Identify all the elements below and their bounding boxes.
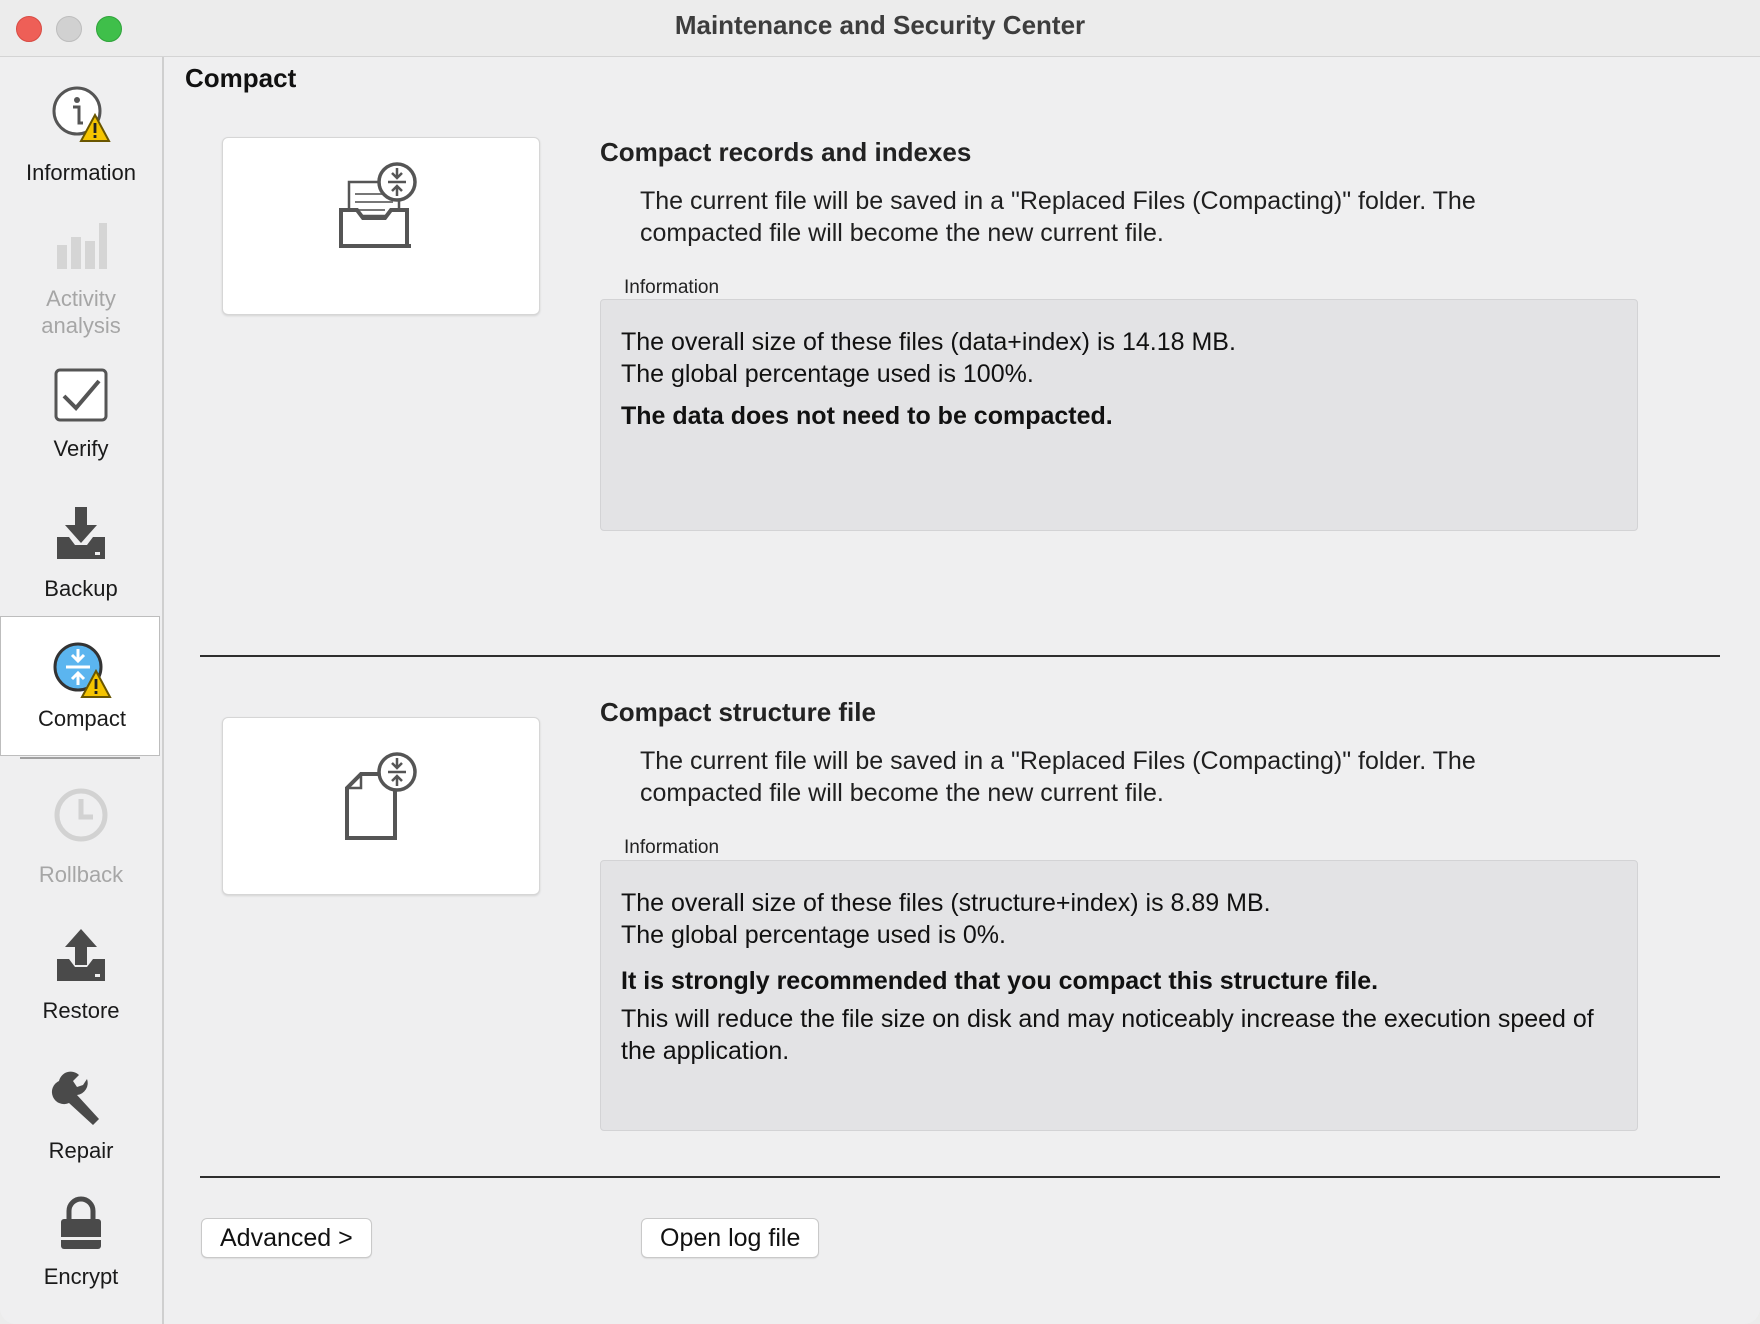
sidebar-item-repair[interactable] <box>0 1057 162 1197</box>
compact-records-icon <box>333 160 429 270</box>
section-description: The current file will be saved in a "Replaced Files (Compacting)" folder. The compacted file will become the new current file. <box>640 187 1476 247</box>
history-clock-icon <box>51 785 111 845</box>
sidebar-item-rollback <box>0 775 162 915</box>
sidebar-item-label: Rollback <box>38 862 124 887</box>
info-warning-icon <box>51 85 111 145</box>
section-title: Compact structure file <box>600 697 876 727</box>
info-size-text: The overall size of these files (structure+index) is 8.89 MB. <box>621 889 1271 917</box>
window-title: Maintenance and Security Center <box>674 10 1086 40</box>
compact-structure-icon <box>333 740 429 850</box>
title-bar <box>0 0 1760 57</box>
open-log-file-button[interactable]: Open log file <box>641 1218 819 1258</box>
sidebar-item-label: Restore <box>42 998 120 1023</box>
divider <box>200 655 1720 657</box>
sidebar-item-verify[interactable] <box>0 355 162 495</box>
info-size-text: The overall size of these files (data+index) is 14.18 MB. <box>621 328 1236 356</box>
wrench-icon <box>51 1067 111 1127</box>
sidebar-item-encrypt[interactable] <box>0 1183 162 1323</box>
sidebar-item-label: Encrypt <box>43 1264 119 1289</box>
page-title: Compact <box>185 63 297 93</box>
info-recommendation: The data does not need to be compacted. <box>621 402 1113 430</box>
compact-warning-icon <box>52 641 112 701</box>
sidebar-item-compact[interactable] <box>0 616 160 756</box>
download-tray-icon <box>51 505 111 565</box>
info-recommendation: It is strongly recommended that you compact this structure file. <box>621 967 1379 995</box>
sidebar-item-label: Information <box>25 160 137 185</box>
sidebar-item-activity-analysis <box>0 205 162 345</box>
info-label: Information <box>624 837 720 858</box>
info-box <box>600 299 1638 531</box>
lock-icon <box>51 1193 111 1253</box>
sidebar-item-label: Repair <box>48 1138 114 1163</box>
compact-structure-button[interactable] <box>222 717 540 895</box>
sidebar <box>0 57 164 1324</box>
sidebar-item-restore[interactable] <box>0 917 162 1057</box>
sidebar-item-label: Activity analysis <box>41 286 121 338</box>
info-box <box>600 860 1638 1131</box>
section-description: The current file will be saved in a "Replaced Files (Compacting)" folder. The compacted file will become the new current file. <box>640 747 1476 807</box>
sidebar-item-information[interactable] <box>0 75 162 215</box>
advanced-button[interactable]: Advanced > <box>201 1218 372 1258</box>
info-explanation: This will reduce the file size on disk and may noticeably increase the execution speed of the application. <box>621 1005 1594 1065</box>
bar-chart-icon <box>51 215 111 275</box>
sidebar-item-label: Verify <box>53 436 109 461</box>
sidebar-item-label: Compact <box>37 706 127 731</box>
upload-tray-icon <box>51 927 111 987</box>
main-panel <box>164 57 1760 1324</box>
info-percentage-text: The global percentage used is 100%. <box>621 360 1034 388</box>
selection-underline <box>20 757 140 759</box>
compact-records-button[interactable] <box>222 137 540 315</box>
info-label: Information <box>624 277 720 298</box>
sidebar-item-label: Backup <box>44 576 118 601</box>
divider <box>200 1176 1720 1178</box>
info-percentage-text: The global percentage used is 0%. <box>621 921 1006 949</box>
checkbox-icon <box>51 365 111 425</box>
section-title: Compact records and indexes <box>600 137 972 167</box>
sidebar-item-backup[interactable] <box>0 495 162 635</box>
